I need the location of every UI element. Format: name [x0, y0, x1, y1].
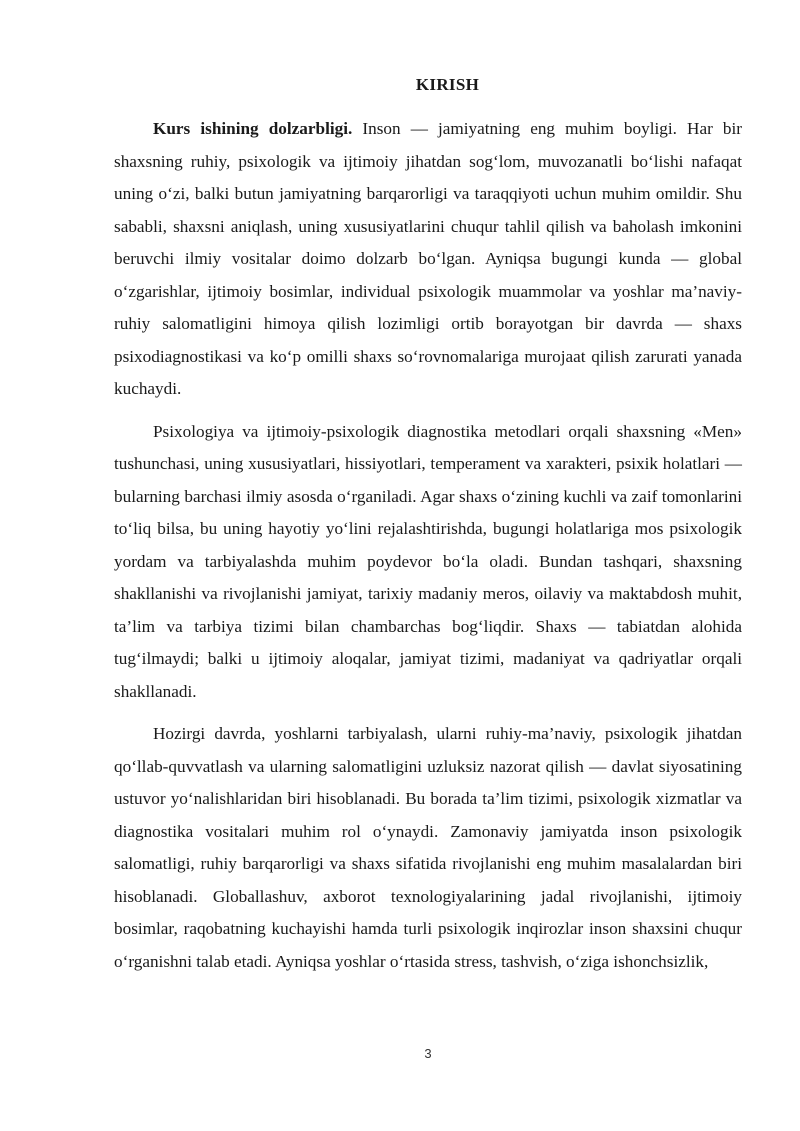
- paragraph-lead: Kurs ishining dolzarbligi.: [153, 119, 353, 138]
- body-text: [114, 113, 742, 988]
- paragraph-3: Hozirgi davrda, yoshlarni tarbiyalash, ularni ruhiy-ma’naviy, psixologik jihatdan qo‘llab-quvvatlash va ularning salomatligini uzluksiz nazorat qilish — davlat siyosatining ustuvor yo‘nalishlaridan biri hisoblanadi. Bu borada ta’lim tizimi, psixologik xizmatlar va diagnostika vositalari muhim rol o‘ynaydi. Zamonaviy jamiyatda inson psixologik salomatligi, ruhiy barqarorligi va shaxs sifatida rivojlanishi eng muhim masalalardan biri hisoblanadi. Globallashuv, axborot texnologiyalarining jadal rivojlanishi, ijtimoiy bosimlar, raqobatning kuchayishi hamda turli psixologik inqirozlar inson shaxsini chuqur o‘rganishni talab etadi. Ayniqsa yoshlar o‘rtasida stress, tashvish, o‘ziga ishonchsizlik,: [114, 724, 742, 971]
- paragraph-2: Psixologiya va ijtimoiy-psixologik diagnostika metodlari orqali shaxsning «Men» tushunchasi, uning xususiyatlari, hissiyotlari, temperament va xarakteri, psixik holatlari — bularning barchasi ilmiy asosda o‘rganiladi. Agar shaxs o‘zining kuchli va zaif tomonlarini to‘liq bilsa, bu uning hayotiy yo‘lini rejalashtirishda, bugungi holatlariga mos psixologik yordam va tarbiyalashda muhim poydevor bo‘la oladi. Bundan tashqari, shaxsning shakllanishi va rivojlanishi jamiyat, tarixiy madaniy meros, oilaviy va maktabdosh muhit, ta’lim va tarbiya tizimi bilan chambarchas bog‘liqdir. Shaxs — tabiatdan alohida tug‘ilmaydi; balki u ijtimoiy aloqalar, jamiyat tizimi, madaniyat va qadriyatlar orqali shakllanadi.: [114, 421, 742, 701]
- page-number: 3: [424, 1046, 432, 1061]
- paragraph-1-text: Inson — jamiyatning eng muhim boyligi. Har bir shaxsning ruhiy, psixologik va ijtimoiy jihatdan sog‘lom, muvozanatli bo‘lishi nafaqat uning o‘zi, balki butun jamiyatning barqarorligi va taraqqiyoti uchun muhim omildir. Shu sababli, shaxsni aniqlash, uning xususiyatlarini chuqur tahlil qilish va baholash imkonini beruvchi ilmiy vositalar doimo dolzarb bo‘lgan. Ayniqsa bugungi kunda — global o‘zgarishlar, ijtimoiy bosimlar, individual psixologik muammolar va yoshlar ma’naviy-ruhiy salomatligini himoya qilish lozimligi ortib borayotgan bir davrda — shaxs psixodiagnostikasi va ko‘p omilli shaxs so‘rovnomalariga murojaat qilish zarurati yanada kuchaydi.: [114, 119, 742, 398]
- page-title: KIRISH: [415, 75, 480, 94]
- paragraph-1: [114, 113, 742, 406]
